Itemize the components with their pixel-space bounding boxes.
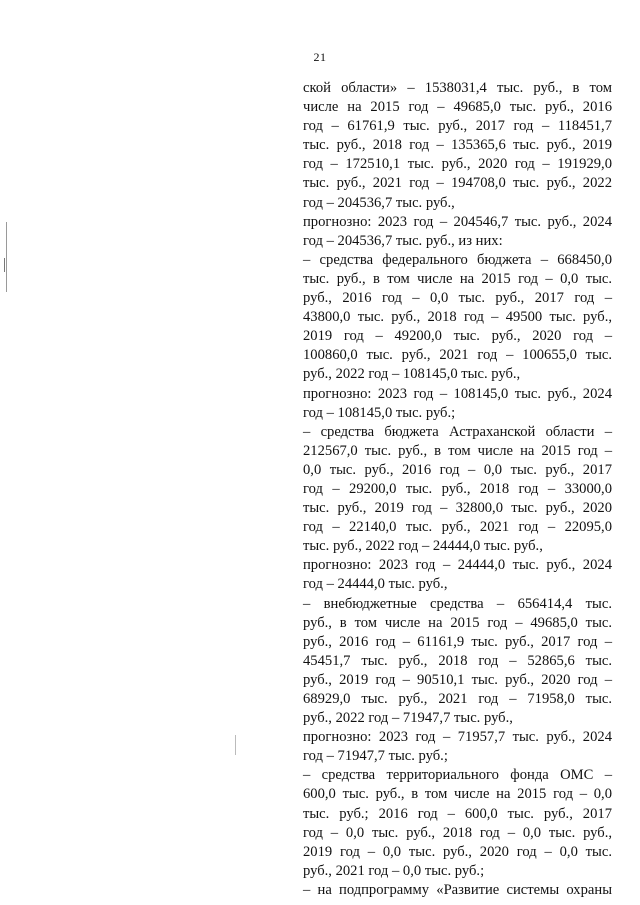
text-line: – на подпрограмму «Развитие системы охраны [303, 881, 612, 898]
document-text-column [303, 79, 612, 900]
text-line: – внебюджетные средства – 656414,4 тыс. [303, 595, 612, 612]
scan-artifact-line [235, 735, 236, 755]
text-line: тыс. руб.; 2016 год – 600,0 тыс. руб., 2017 [303, 805, 612, 822]
text-line: 2019 год – 49200,0 тыс. руб., 2020 год – [303, 328, 612, 345]
text-line: 68929,0 тыс. руб., 2021 год – 71958,0 тыс. [303, 691, 612, 707]
text-line: год – 204536,7 тыс. руб., из них: [303, 232, 503, 249]
text-line: – средства бюджета Астраханской области – [303, 423, 612, 440]
text-line: 45451,7 тыс. руб., 2018 год – 52865,6 тыс. [303, 652, 612, 669]
text-line: ской области» – 1538031,4 тыс. руб., в том [303, 80, 612, 96]
text-line: руб., 2016 год – 61161,9 тыс. руб., 2017 год – [303, 633, 612, 650]
text-line: руб., 2019 год – 90510,1 тыс. руб., 2020 год – [303, 671, 612, 688]
text-line: руб., 2021 год – 0,0 тыс. руб.; [303, 862, 485, 879]
text-line: 0,0 тыс. руб., 2016 год – 0,0 тыс. руб., 2017 [303, 461, 612, 478]
text-line: – средства федерального бюджета – 668450,0 [303, 251, 612, 268]
text-line: год – 204536,7 тыс. руб., [303, 194, 455, 211]
text-line: прогнозно: 2023 год – 108145,0 тыс. руб., 2024 [303, 385, 612, 402]
text-line: руб., в том числе на 2015 год – 49685,0 тыс. [303, 614, 612, 631]
text-line: прогнозно: 2023 год – 204546,7 тыс. руб., 2024 [303, 213, 612, 230]
text-line: тыс. руб., 2018 год – 135365,6 тыс. руб., 2019 [303, 137, 612, 154]
text-line: 43800,0 тыс. руб., 2018 год – 49500 тыс. руб., [303, 309, 612, 326]
text-line: год – 172510,1 тыс. руб., 2020 год – 191929,0 [303, 156, 612, 173]
text-line: год – 71947,7 тыс. руб.; [303, 748, 448, 765]
text-line: числе на 2015 год – 49685,0 тыс. руб., 2016 [303, 99, 612, 116]
text-line: 100860,0 тыс. руб., 2021 год – 100655,0 тыс. [303, 347, 612, 364]
text-line: тыс. руб., 2019 год – 32800,0 тыс. руб., 2020 [303, 500, 612, 517]
scan-artifact-line [4, 258, 5, 272]
text-line: руб., 2016 год – 0,0 тыс. руб., 2017 год – [303, 290, 612, 307]
text-line: прогнозно: 2023 год – 24444,0 тыс. руб., 2024 [303, 557, 612, 574]
text-line: год – 29200,0 тыс. руб., 2018 год – 33000,0 [303, 480, 612, 497]
text-line: 600,0 тыс. руб., в том числе на 2015 год – 0,0 [303, 786, 612, 803]
text-line: год – 24444,0 тыс. руб., [303, 576, 448, 593]
text-line: 2019 год – 0,0 тыс. руб., 2020 год – 0,0 тыс. [303, 843, 612, 860]
text-line: тыс. руб., 2021 год – 194708,0 тыс. руб., 2022 [303, 175, 612, 192]
text-line: год – 108145,0 тыс. руб.; [303, 404, 456, 421]
text-line: 212567,0 тыс. руб., в том числе на 2015 год – [303, 442, 612, 459]
text-line: год – 0,0 тыс. руб., 2018 год – 0,0 тыс. руб., [303, 824, 612, 841]
text-line: руб., 2022 год – 71947,7 тыс. руб., [303, 710, 513, 727]
text-line: год – 61761,9 тыс. руб., 2017 год – 118451,7 [303, 118, 612, 135]
text-line: тыс. руб., 2022 год – 24444,0 тыс. руб., [303, 538, 543, 555]
scan-artifact-line [6, 222, 7, 292]
text-line: тыс. руб., в том числе на 2015 год – 0,0 тыс. [303, 270, 612, 287]
text-line: прогнозно: 2023 год – 71957,7 тыс. руб., 2024 [303, 729, 612, 746]
text-line: руб., 2022 год – 108145,0 тыс. руб., [303, 366, 521, 383]
text-line: – средства территориального фонда ОМС – [303, 767, 612, 784]
text-line: год – 22140,0 тыс. руб., 2021 год – 22095,0 [303, 519, 612, 536]
page-number: 21 [313, 50, 327, 64]
